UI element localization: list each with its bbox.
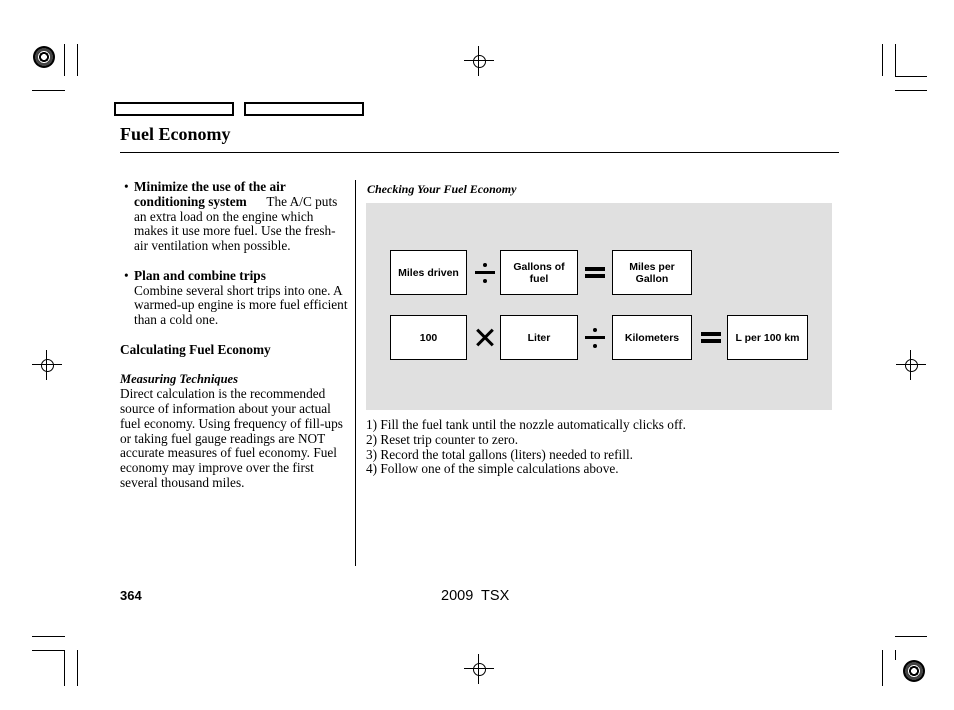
left-column bbox=[120, 180, 348, 491]
registration-mark-top bbox=[464, 46, 494, 76]
formula-panel bbox=[366, 203, 832, 410]
crop-mark bbox=[64, 44, 65, 76]
step-item: 1) Fill the fuel tank until the nozzle automatically clicks off. bbox=[366, 417, 686, 432]
tip-trips-body: Combine several short trips into one. A warmed-up engine is more fuel efficient than a cold one. bbox=[134, 282, 348, 328]
header-tab-1 bbox=[114, 102, 234, 116]
formula2-hundred: 100 bbox=[390, 315, 467, 360]
registration-mark-right bbox=[896, 350, 926, 380]
crop-mark bbox=[895, 44, 896, 76]
step-item: 2) Reset trip counter to zero. bbox=[366, 431, 519, 447]
crop-mark bbox=[895, 636, 927, 637]
formula2-liter: Liter bbox=[500, 315, 578, 360]
registration-mark-bottom bbox=[464, 654, 494, 684]
crop-mark bbox=[882, 44, 883, 76]
tip-trips-heading: Plan and combine trips bbox=[134, 267, 266, 283]
crop-mark bbox=[32, 90, 65, 91]
header-tab-2 bbox=[244, 102, 364, 116]
step-item: 3) Record the total gallons (liters) needed to refill. bbox=[366, 446, 633, 462]
formula1-miles-per-gallon: Miles per Gallon bbox=[612, 250, 692, 295]
page-number: 364 bbox=[120, 588, 142, 603]
title-rule bbox=[120, 152, 839, 153]
registration-seal-bottom-right bbox=[903, 660, 925, 682]
multiply-icon bbox=[476, 329, 494, 347]
registration-mark-left bbox=[32, 350, 62, 380]
crop-mark bbox=[895, 90, 927, 91]
crop-mark bbox=[895, 650, 896, 660]
tip-ac-heading: Minimize the use of the air conditioning system bbox=[134, 179, 286, 209]
crop-mark bbox=[77, 44, 78, 76]
divide-icon bbox=[475, 262, 495, 284]
divide-icon bbox=[585, 327, 605, 349]
crop-mark bbox=[77, 650, 78, 686]
formula2-l-per-100km: L per 100 km bbox=[727, 315, 808, 360]
checking-heading: Checking Your Fuel Economy bbox=[367, 182, 517, 196]
formula1-gallons-of-fuel: Gallons of fuel bbox=[500, 250, 578, 295]
tip-ac-body: The A/C puts an extra load on the engine which makes it use more fuel. Use the fresh-air ventilation when possible. bbox=[134, 193, 338, 254]
equals-icon bbox=[585, 267, 605, 278]
bullet-dot: • bbox=[124, 267, 129, 283]
crop-mark bbox=[32, 650, 65, 651]
subsection-body: Direct calculation is the recommended source of information about your actual fuel economy. Using frequency of fill-ups or taking fuel gauge readings are NOT accurate measures of fuel economy. Fuel economy may improve over the first several thousand miles. bbox=[120, 386, 343, 490]
tip-ac bbox=[120, 180, 348, 254]
equals-icon bbox=[701, 332, 721, 343]
crop-mark bbox=[64, 650, 65, 686]
subsection-heading: Measuring Techniques bbox=[120, 372, 238, 387]
step-item: 4) Follow one of the simple calculations above. bbox=[366, 461, 619, 477]
crop-mark bbox=[32, 636, 65, 637]
formula1-miles-driven: Miles driven bbox=[390, 250, 467, 295]
page-title: Fuel Economy bbox=[120, 124, 231, 144]
tip-trips bbox=[120, 269, 348, 328]
registration-seal-top-left bbox=[33, 46, 55, 68]
crop-mark bbox=[882, 650, 883, 686]
model-label: 2009 TSX bbox=[441, 588, 510, 604]
steps-list bbox=[366, 418, 836, 477]
column-divider bbox=[355, 180, 356, 566]
formula2-kilometers: Kilometers bbox=[612, 315, 692, 360]
bullet-dot: • bbox=[124, 179, 129, 194]
section-heading: Calculating Fuel Economy bbox=[120, 341, 271, 357]
crop-mark bbox=[895, 76, 927, 77]
